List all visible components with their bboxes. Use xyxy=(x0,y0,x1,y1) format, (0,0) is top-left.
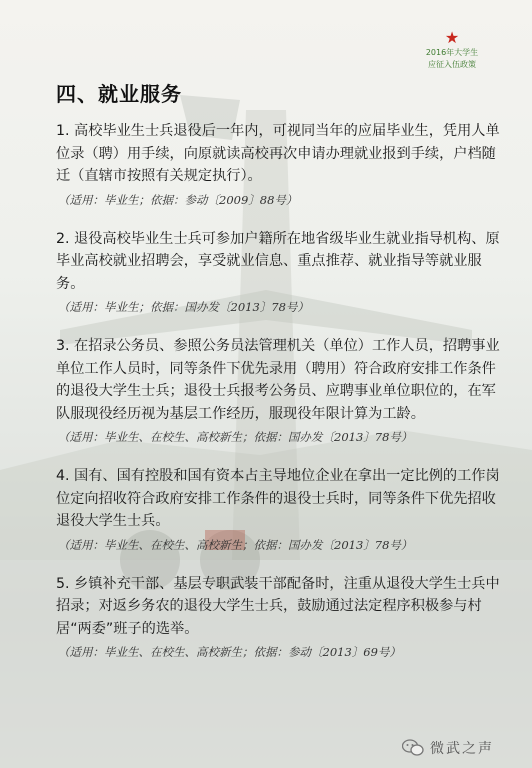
list-item xyxy=(56,228,508,318)
policy-items-list xyxy=(56,120,508,680)
wechat-watermark xyxy=(402,738,494,758)
policy-badge xyxy=(412,30,492,70)
item-basis: （适用：毕业生；依据：国办发〔2013〕78号） xyxy=(58,300,309,314)
list-item xyxy=(56,120,508,210)
list-item xyxy=(56,335,508,447)
list-item xyxy=(56,573,508,663)
item-basis: （适用：毕业生、在校生、高校新生；依据：国办发〔2013〕78号） xyxy=(58,430,413,444)
section-title: 四、就业服务 xyxy=(56,82,182,106)
item-text: 4. 国有、国有控股和国有资本占主导地位企业在拿出一定比例的工作岗位定向招收符合政府安排工作条件的退役士兵时，同等条件下优先招收退役大学生士兵。 xyxy=(56,468,500,529)
badge-line-2: 应征入伍政策 xyxy=(428,60,476,69)
wechat-icon xyxy=(402,739,424,757)
item-text: 3. 在招录公务员、参照公务员法管理机关（单位）工作人员，招聘事业单位工作人员时，同等条件下优先录用（聘用）符合政府安排工作条件的退役大学生士兵；退役士兵报考公务员、应聘事业单位职位的，在军队服现役经历视为基层工作经历，服现役年限计算为工龄。 xyxy=(56,338,500,422)
item-text: 2. 退役高校毕业生士兵可参加户籍所在地省级毕业生就业指导机构、原毕业高校就业招聘会，享受就业信息、重点推荐、就业指导等就业服务。 xyxy=(56,230,500,292)
watermark-text: 微武之声 xyxy=(430,741,494,757)
item-text: 5. 乡镇补充干部、基层专职武装干部配备时，注重从退役大学生士兵中招录；对返乡务农的退役大学生士兵，鼓励通过法定程序积极参与村居“两委”班子的选举。 xyxy=(56,575,500,637)
item-text: 1. 高校毕业生士兵退役后一年内，可视同当年的应届毕业生，凭用人单位录（聘）用手续，向原就读高校再次申请办理就业报到手续，户档随迁（直辖市按照有关规定执行）。 xyxy=(56,123,500,184)
list-item xyxy=(56,465,508,555)
badge-line-1: 2016年大学生 xyxy=(425,48,479,57)
item-basis: （适用：毕业生；依据：参动〔2009〕88号） xyxy=(58,192,298,207)
item-basis: （适用：毕业生、在校生、高校新生；依据：国办发〔2013〕78号） xyxy=(58,537,413,552)
red-star-icon: ★ xyxy=(444,28,460,47)
item-basis: （适用：毕业生、在校生、高校新生；依据：参动〔2013〕69号） xyxy=(58,645,401,659)
